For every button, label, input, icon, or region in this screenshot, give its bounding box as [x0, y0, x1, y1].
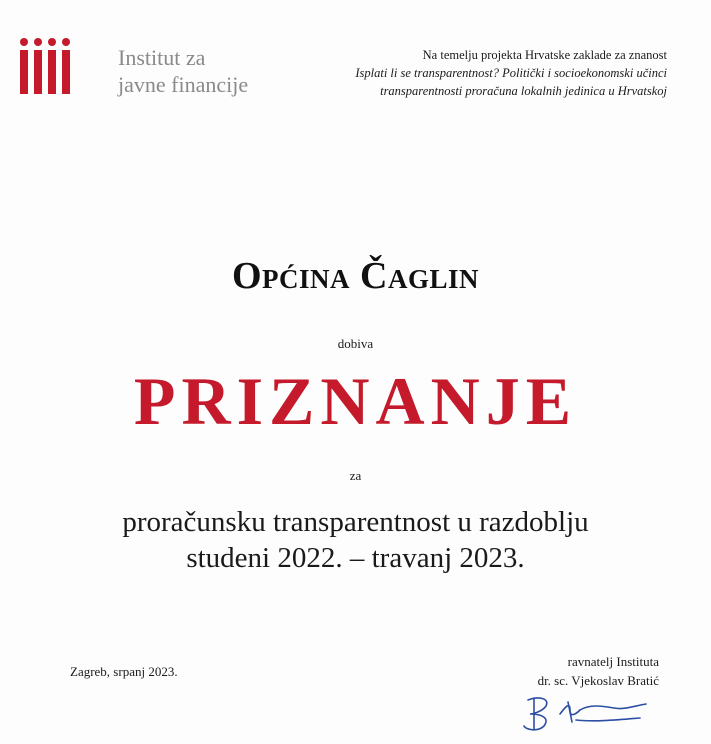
certificate-title: PRIZNANJE [133, 363, 578, 439]
institute-name-line1: Institut za [118, 45, 206, 70]
project-note [227, 46, 667, 100]
institute-logo-icon [18, 36, 74, 101]
institute-name-line2: javne financije [118, 72, 249, 97]
signer-role: ravnatelj Instituta [567, 654, 659, 669]
dobiva-text: dobiva [337, 336, 374, 351]
signature-icon [520, 692, 660, 741]
purpose-line2: studeni 2022. – travanj 2023. [186, 542, 525, 574]
za-text: za [349, 468, 362, 483]
purpose-line1: proračunsku transparentnost u razdoblju [122, 506, 589, 538]
signer-name: dr. sc. Vjekoslav Bratić [537, 673, 659, 688]
recipient-name: Općina Čaglin [231, 255, 479, 297]
project-line3: transparentnosti proračuna lokalnih jedinica u Hrvatskoj [380, 84, 667, 98]
project-line2: Isplati li se transparentnost? Politički i socioekonomski učinci [355, 66, 667, 80]
place-date: Zagreb, srpanj 2023. [70, 664, 178, 679]
project-line1: Na temelju projekta Hrvatske zaklade za znanost [422, 48, 667, 62]
award-purpose [0, 504, 711, 576]
signer-block [538, 652, 659, 690]
